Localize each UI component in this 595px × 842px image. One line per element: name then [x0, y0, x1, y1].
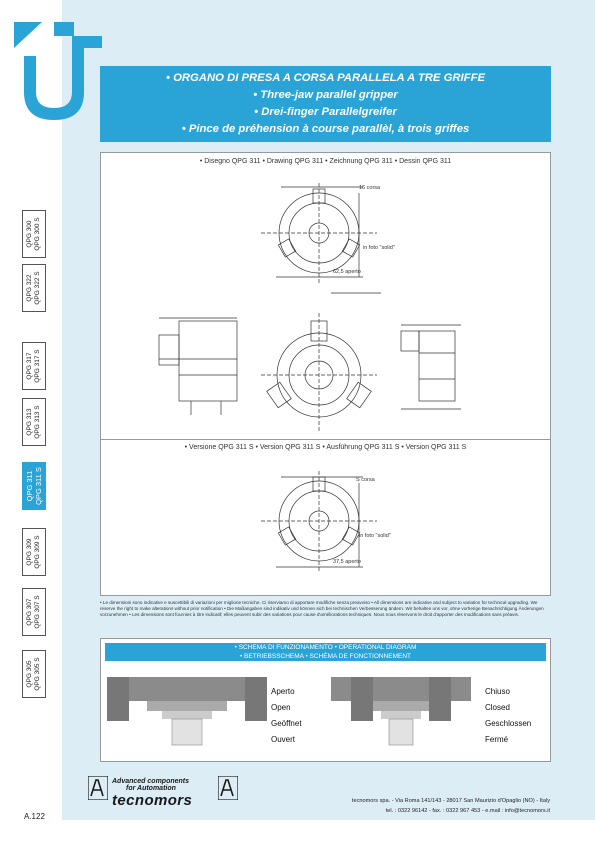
title-german: • Drei-finger Parallelgreifer: [254, 106, 397, 118]
label-solid: in foto "solid": [363, 245, 395, 251]
tab-qpg-317[interactable]: QPG 317 QPG 317 S: [22, 342, 46, 390]
disclaimer-text: • Le dimensioni sono indicative e suscettibili di variazioni per migliorie tecniche. Ci riserviamo di apportare modifiche senza preavviso • All dimensions are indicative and subject to variation for technical upgrading. We reserve the right to make alterations without prior notification • Die Maßangaben sind indikativ und können sich bei technischen Verbesserung ändern. Wir behalten uns vor, ohne vorherige Benachrichtigung Änderungen vorzunehmen • Les dimensions sont fournies à titre indicatif; elles peuvent subir des variations pour cause d'améliorations techniques. Nous nous réservons le droit d'apporter des modifications sans préavis.: [100, 600, 544, 617]
footer-mark-left: [88, 776, 108, 800]
drawing-caption: • Disegno QPG 311 • Drawing QPG 311 • Zeichnung QPG 311 • Dessin QPG 311: [199, 158, 452, 165]
tab-qpg-307[interactable]: QPG 307 QPG 307 S: [22, 588, 46, 636]
label-closed-de: Geschlossen: [485, 719, 532, 728]
footer-address: tecnomors spa. - Via Roma 141/143 - 28017 San Maurizio d'Opaglio (NO) - Italy: [351, 798, 550, 804]
schema-heading: • SCHEMA DI FUNZIONAMENTO • OPERATIONAL DIAGRAM • BETRIEBSSCHEMA • SCHÉMA DE FONCTIONNEMENT: [105, 643, 546, 661]
footer-phone: tel. : 0322 96142 - fax. : 0322 967 453 - e.mail : info@tecnomors.it: [385, 808, 550, 814]
label-solid-2: in foto "solid": [359, 533, 391, 539]
tab-qpg-322[interactable]: QPG 322 QPG 322 S: [22, 264, 46, 312]
label-closed-it: Chiuso: [485, 687, 510, 696]
label-open-en: Open: [271, 703, 291, 712]
tab-qpg-313[interactable]: QPG 313 QPG 313 S: [22, 398, 46, 446]
title-french: • Pince de préhension à course parallèl, à trois griffes: [181, 123, 470, 135]
footer-mark-right: [218, 776, 238, 800]
tab-qpg-311[interactable]: QPG 311 QPG 311 S: [22, 462, 46, 510]
label-open-fr: Ouvert: [271, 735, 296, 744]
label-s-corsa: S corsa: [356, 477, 375, 483]
footer-slogan: Advanced components for Automation: [112, 778, 190, 792]
technical-drawing-panel: [100, 152, 551, 596]
label-16-corsa: 16 corsa: [359, 185, 381, 191]
tab-qpg-309[interactable]: QPG 309 QPG 309 S: [22, 528, 46, 576]
version-caption: • Versione QPG 311 S • Version QPG 311 S • Ausführung QPG 311 S • Version QPG 311 S: [184, 444, 467, 451]
label-open-2: 37,5 aperto: [333, 559, 361, 565]
title-box: [100, 66, 551, 142]
page-number: A.122: [24, 812, 45, 821]
operational-diagram-panel: [100, 638, 551, 762]
label-closed-en: Closed: [485, 703, 510, 712]
tecnomors-logo: [14, 22, 104, 122]
label-open-it: Aperto: [271, 687, 295, 696]
gripper-drawing: [101, 153, 550, 595]
label-open-de: Geöffnet: [271, 719, 302, 728]
tab-qpg-305[interactable]: QPG 305 QPG 305 S: [22, 650, 46, 698]
tab-qpg-300[interactable]: QPG 300 QPG 300 S: [22, 210, 46, 258]
title-english: • Three-jaw parallel gripper: [253, 89, 398, 101]
label-open: 62,5 aperto: [333, 269, 361, 275]
gripper-open-illustration: [107, 671, 267, 751]
footer-brand: tecnomors: [112, 792, 193, 809]
gripper-closed-illustration: [321, 671, 481, 751]
title-italian: • ORGANO DI PRESA A CORSA PARALLELA A TRE GRIFFE: [165, 72, 485, 84]
label-closed-fr: Fermé: [485, 735, 509, 744]
